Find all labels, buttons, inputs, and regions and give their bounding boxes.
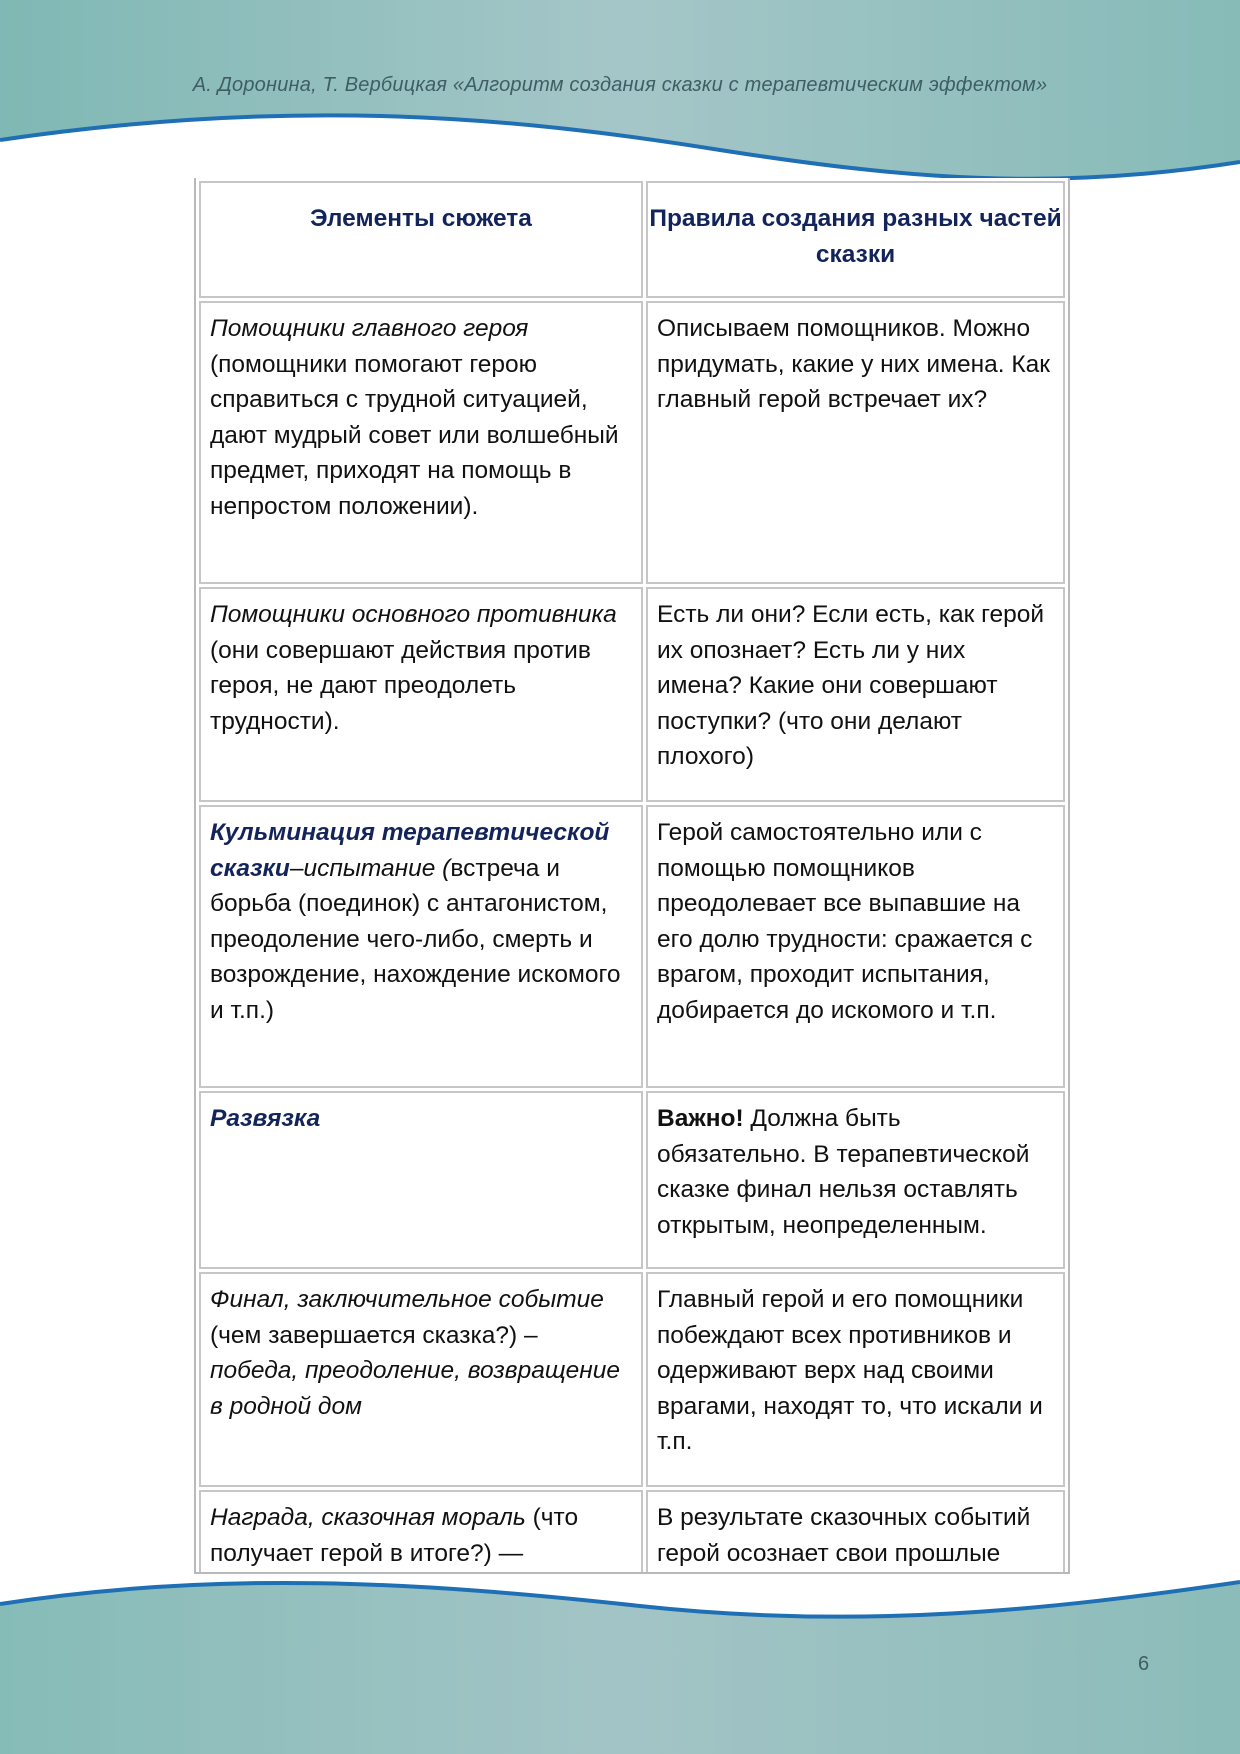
table-header-row (199, 181, 1065, 298)
row-reward-element: Награда, сказочная мораль (что получает герой в итоге?) — (199, 1490, 643, 1574)
row-helpers-rule: Описываем помощников. Можно придумать, какие у них имена. Как главный герой встречает их? (646, 301, 1065, 584)
column-header-plot-elements: Элементы сюжета (199, 181, 643, 298)
row-climax-rule: Герой самостоятельно или с помощью помощников преодолевает все выпавшие на его долю трудности: сражается с врагом, проходит испытания, добирается до искомого и т.п. (646, 805, 1065, 1088)
row-denouement-rule: Важно! Должна быть обязательно. В терапевтической сказке финал нельзя оставлять открытым, неопределенным. (646, 1091, 1065, 1269)
table-row (199, 805, 1065, 1088)
row-helpers-element: Помощники главного героя (помощники помогают герою справиться с трудной ситуацией, дают мудрый совет или волшебный предмет, приходят на помощь в непростом положении). (199, 301, 643, 584)
row-climax-element: Кульминация терапевтической сказки–испытание (встреча и борьба (поединок) с антагонистом, преодоление чего-либо, смерть и возрождение, нахождение искомого и т.п.) (199, 805, 643, 1088)
plot-elements-table (194, 178, 1070, 1574)
table-row (199, 587, 1065, 802)
row-reward-rule: В результате сказочных событий герой осознает свои прошлые (646, 1490, 1065, 1574)
row-finale-element: Финал, заключительное событие (чем завершается сказка?) – победа, преодоление, возвращение в родной дом (199, 1272, 643, 1487)
row-antagonist-helpers-rule: Есть ли они? Если есть, как герой их опознает? Есть ли у них имена? Какие они совершают поступки? (что они делают плохого) (646, 587, 1065, 802)
table-row (199, 301, 1065, 584)
running-header: А. Доронина, Т. Вербицкая «Алгоритм создания сказки с терапевтическим эффектом» (192, 74, 1048, 96)
row-antagonist-helpers-element: Помощники основного противника (они совершают действия против героя, не дают преодолеть трудности). (199, 587, 643, 802)
table-row (199, 1091, 1065, 1269)
column-header-creation-rules: Правила создания разных частей сказки (646, 181, 1065, 298)
row-denouement-element: Развязка (199, 1091, 643, 1269)
row-finale-rule: Главный герой и его помощники побеждают всех противников и одерживают верх над своими врагами, находят то, что искали и т.п. (646, 1272, 1065, 1487)
footer-wave-decoration (0, 1560, 1240, 1754)
page-number: 6 (1138, 1653, 1150, 1675)
table-row (199, 1272, 1065, 1487)
